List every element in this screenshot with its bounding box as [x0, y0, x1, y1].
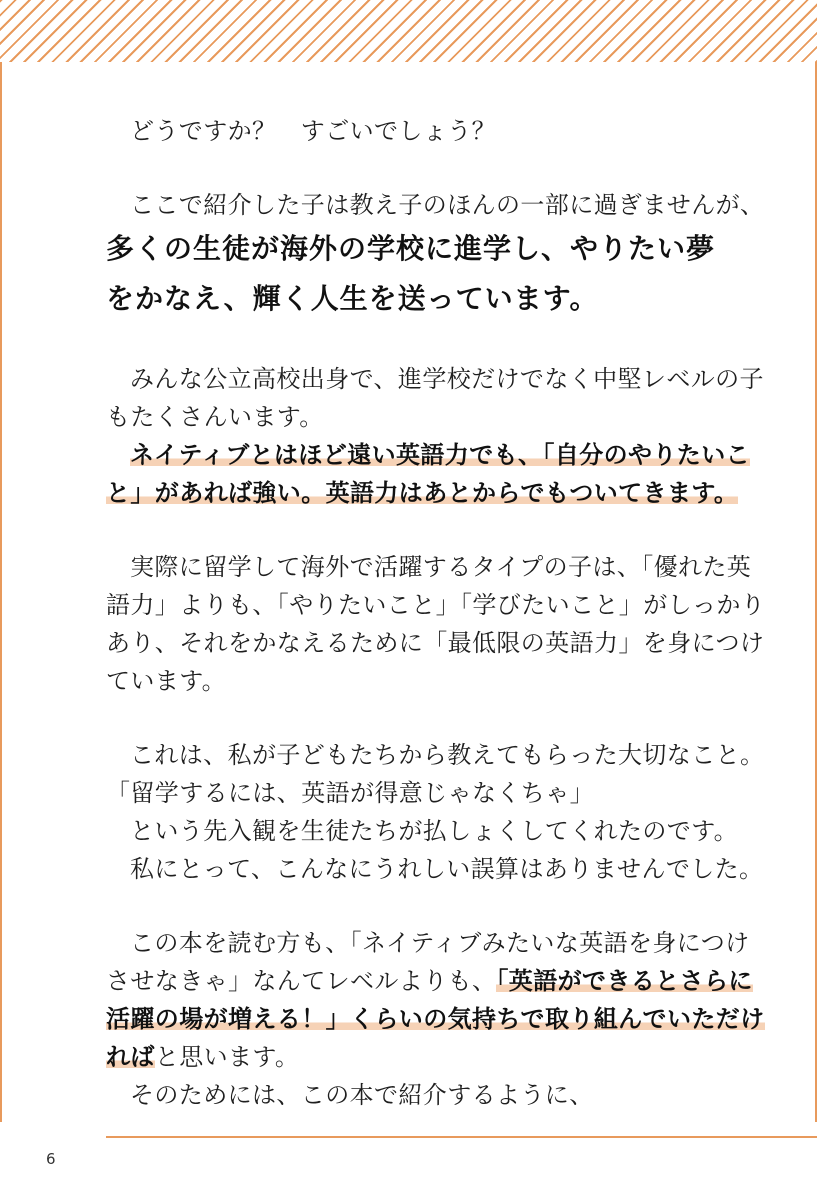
paragraph-line: これは、私が子どもたちから教えてもらった大切なこと。 — [130, 741, 765, 769]
highlight-text: ネイティブとはほど遠い英語力でも、「自分のやりたいこ — [130, 441, 750, 469]
highlight-text: 活躍の場が増える！」くらいの気持ちで取り組んでいただけ — [106, 1005, 765, 1033]
paragraph-line: 「留学するには、英語が得意じゃなくちゃ」 — [106, 779, 594, 807]
paragraph-line — [106, 962, 753, 1000]
paragraph-line: 私にとって、こんなにうれしい誤算はありませんでした。 — [130, 855, 764, 883]
page-frame-left — [0, 62, 2, 1122]
paragraph-line: みんな公立高校出身で、進学校だけでなく中堅レベルの子 — [130, 365, 764, 393]
paragraph-line: この本を読む方も、「ネイティブみたいな英語を身につけ — [130, 929, 750, 957]
paragraph-line: 語力」よりも、「やりたいこと」「学びたいこと」がしっかり — [106, 591, 766, 619]
plain-text: と思います。 — [154, 1043, 300, 1071]
paragraph-line — [106, 1038, 716, 1076]
paragraph-line: どうですか？ すごいでしょう？ — [130, 117, 496, 145]
paragraph-line: 実際に留学して海外で活躍するタイプの子は、「優れた英 — [130, 553, 752, 581]
paragraph-line: そのためには、この本で紹介するように、 — [130, 1081, 594, 1109]
highlighted-line — [106, 1000, 765, 1038]
page-number: 6 — [46, 1150, 56, 1168]
highlight-text: 「英語ができるとさらに — [496, 967, 753, 995]
highlight-text: れば — [106, 1043, 155, 1071]
paragraph-line: ています。 — [106, 667, 227, 695]
paragraph-line: という先入観を生徒たちが払しょくしてくれたのです。 — [130, 817, 739, 845]
bold-headline-line: 多くの生徒が海外の学校に進学し、やりたい夢 — [106, 232, 716, 265]
highlight-text: と」があれば強い。英語力はあとからでもついてきます。 — [106, 479, 739, 507]
bold-headline-line: をかなえ、輝く人生を送っています。 — [106, 282, 599, 315]
paragraph-line: ここで紹介した子は教え子のほんの一部に過ぎませんが、 — [130, 191, 765, 219]
body-text — [106, 112, 766, 1114]
footer-rule — [106, 1136, 817, 1138]
decorative-stripe-band — [0, 0, 817, 62]
paragraph-line: あり、それをかなえるために「最低限の英語力」を身につけ — [106, 629, 765, 657]
paragraph-line: もたくさんいます。 — [106, 403, 324, 431]
highlighted-line — [106, 474, 739, 512]
highlighted-line — [106, 436, 750, 474]
plain-text: させなきゃ」なんてレベルよりも、 — [106, 967, 497, 995]
